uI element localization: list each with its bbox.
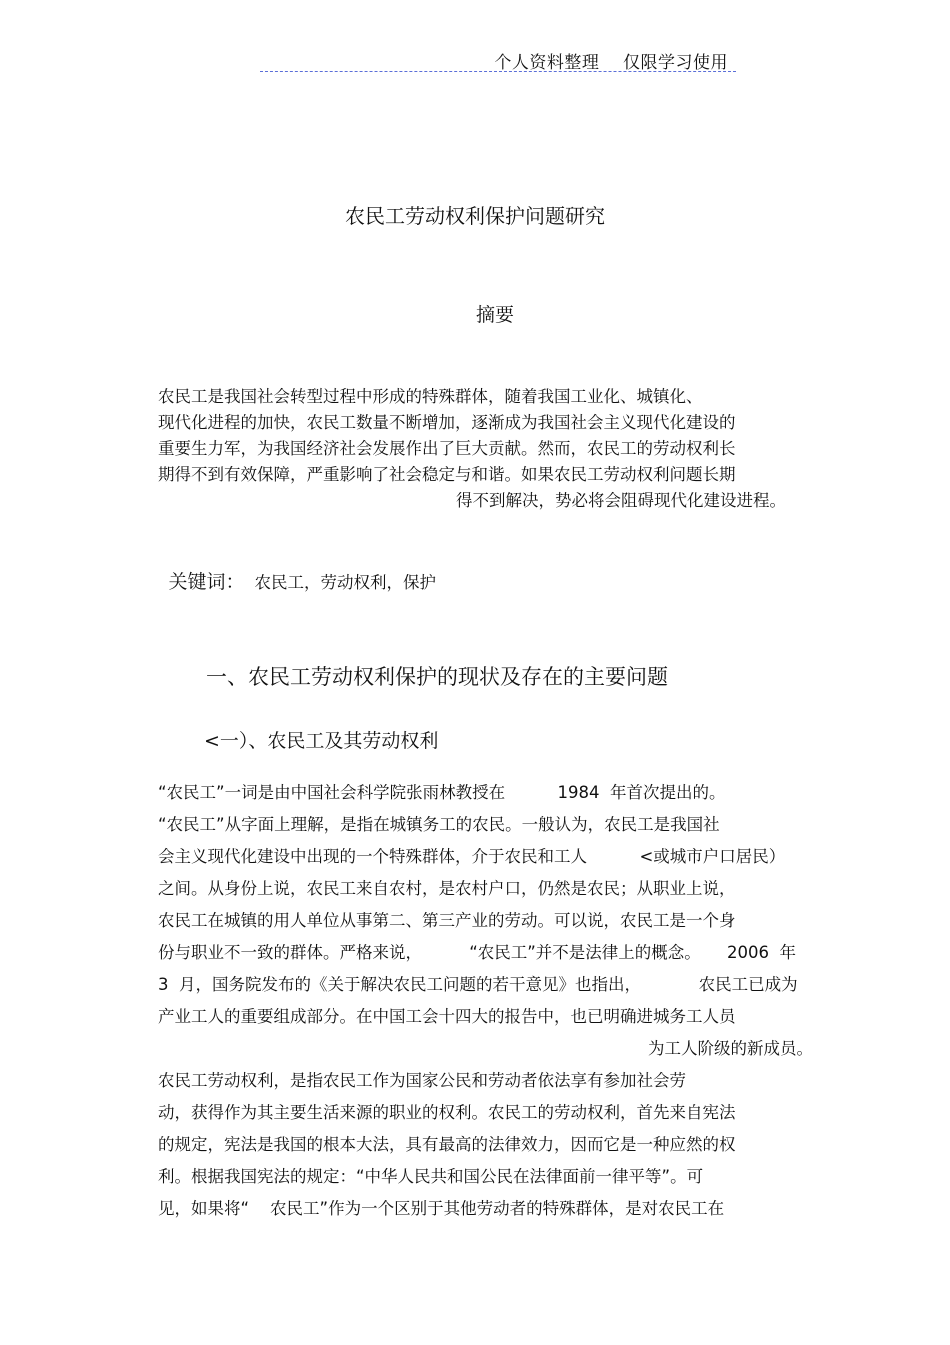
body-line: 农民工在城镇的用人单位从事第二、第三产业的劳动。可以说，农民工是一个身 bbox=[158, 911, 736, 930]
header-text: 个人资料整理 仅限学习使用 bbox=[494, 53, 728, 73]
body-line: 为工人阶级的新成员。 bbox=[648, 1039, 813, 1058]
abstract-heading: 摘要 bbox=[475, 304, 514, 326]
keywords-values: 农民工，劳动权利，保护 bbox=[254, 573, 437, 592]
body-line: 农民工劳动权利，是指农民工作为国家公民和劳动者依法享有参加社会劳 bbox=[158, 1071, 686, 1090]
body-line: 利。根据我国宪法的规定：“中华人民共和国公民在法律面前一律平等”。可 bbox=[158, 1167, 704, 1186]
body-line: 会主义现代化建设中出现的一个特殊群体，介于农民和工人 <或城市户口居民） bbox=[158, 847, 786, 866]
keywords-row bbox=[158, 552, 436, 593]
abstract-line: 农民工是我国社会转型过程中形成的特殊群体，随着我国工业化、城镇化、 bbox=[158, 387, 703, 406]
body-line: “农民工”一词是由中国社会科学院张雨林教授在 1984 年首次提出的。 bbox=[158, 783, 726, 802]
keywords-label: 关键词： bbox=[168, 571, 245, 593]
section-heading: 一、农民工劳动权利保护的现状及存在的主要问题 bbox=[206, 665, 668, 689]
body-line: 3 月，国务院发布的《关于解决农民工问题的若干意见》也指出， 农民工已成为 bbox=[158, 975, 798, 994]
body-line: “农民工”从字面上理解，是指在城镇务工的农民。一般认为，农民工是我国社 bbox=[158, 815, 720, 834]
abstract-line: 现代化进程的加快，农民工数量不断增加，逐渐成为我国社会主义现代化建设的 bbox=[158, 413, 736, 432]
page-header bbox=[260, 48, 736, 74]
body-line: 动，获得作为其主要生活来源的职业的权利。农民工的劳动权利，首先来自宪法 bbox=[158, 1103, 736, 1122]
subsection-heading: <一）、农民工及其劳动权利 bbox=[204, 730, 439, 752]
body-line: 份与职业不一致的群体。严格来说， “农民工”并不是法律上的概念。 2006 年 bbox=[158, 943, 797, 962]
document-title: 农民工劳动权利保护问题研究 bbox=[345, 204, 605, 228]
abstract-line: 重要生力军，为我国经济社会发展作出了巨大贡献。然而，农民工的劳动权利长 bbox=[158, 439, 736, 458]
body-line: 产业工人的重要组成部分。在中国工会十四大的报告中，也已明确进城务工人员 bbox=[158, 1007, 736, 1026]
body-line: 见，如果将“ 农民工”作为一个区别于其他劳动者的特殊群体，是对农民工在 bbox=[158, 1199, 725, 1218]
abstract-line: 得不到解决，势必将会阻碍现代化建设进程。 bbox=[456, 491, 786, 510]
body-line: 之间。从身份上说，农民工来自农村，是农村户口，仍然是农民；从职业上说， bbox=[158, 879, 736, 898]
body-line: 的规定，宪法是我国的根本大法，具有最高的法律效力，因而它是一种应然的权 bbox=[158, 1135, 736, 1154]
abstract-line: 期得不到有效保障，严重影响了社会稳定与和谐。如果农民工劳动权利问题长期 bbox=[158, 465, 736, 484]
header-dashed-rule bbox=[260, 71, 736, 72]
